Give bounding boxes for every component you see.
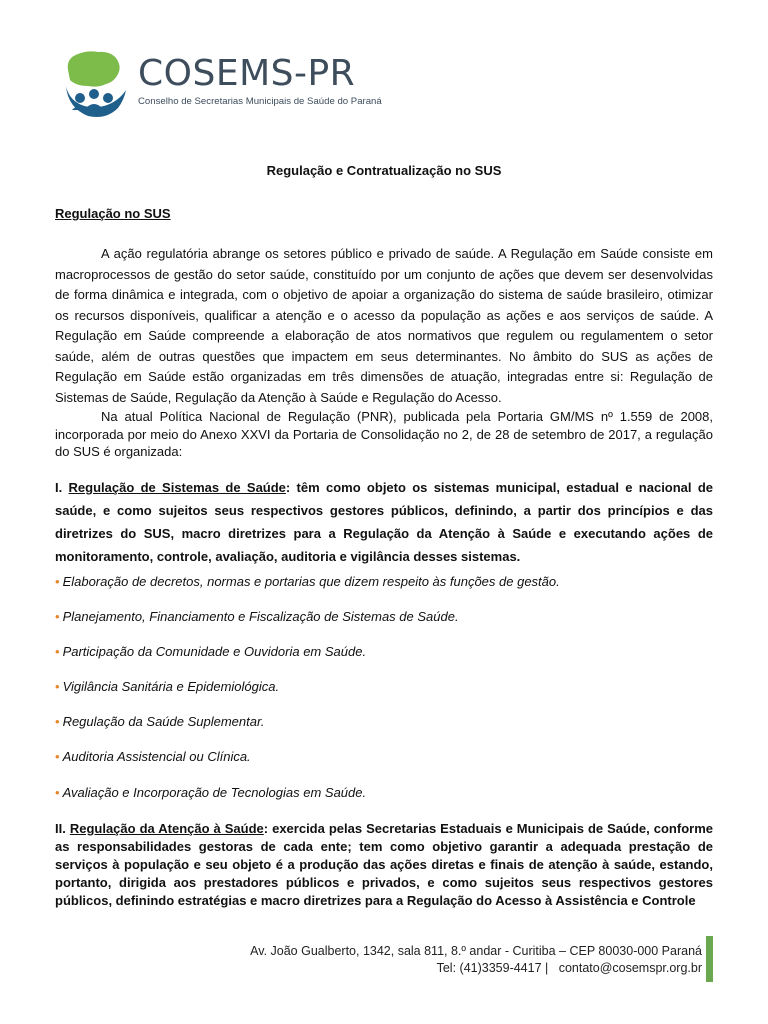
bullet-item	[55, 714, 264, 729]
footer-address: Av. João Gualberto, 1342, sala 811, 8.º andar - Curitiba – CEP 80030-000 Paraná	[250, 944, 702, 958]
bullet-item	[55, 609, 459, 624]
bullet-dot-icon: •	[55, 644, 60, 659]
bullet-dot-icon: •	[55, 714, 60, 729]
footer-separator: |	[541, 961, 559, 975]
bullet-item	[55, 574, 560, 589]
paragraph-pnr: Na atual Política Nacional de Regulação (PNR), publicada pela Portaria GM/MS nº 1.559 de 2008, incorporada por meio do Anexo XXVI da Portaria de Consolidação no 2, de 28 de setembro de 2017, a regulação do SUS é organizada:	[55, 409, 713, 459]
bullet-text: Regulação da Saúde Suplementar.	[62, 714, 265, 729]
bullet-item	[55, 785, 366, 800]
bullet-text: Planejamento, Financiamento e Fiscalização de Sistemas de Saúde.	[62, 609, 459, 624]
footer-accent-bar	[706, 936, 713, 982]
item-text: : exercida pelas Secretarias Estaduais e Municipais de Saúde, conforme as responsabilidades gestoras de cada ente; tem como objetivo garantir a adequada prestação de serviços à população e seu objeto é a produção das ações diretas e finais de atenção à saúde, estando, portanto, dirigida aos prestadores públicos e privados, e como sujeitos seus respectivos gestores públicos, definindo estratégias e macro diretrizes para a Regulação do Acesso à Assistência e Controle	[55, 821, 713, 908]
item-regulacao-atencao	[55, 820, 713, 910]
bullet-text: Vigilância Sanitária e Epidemiológica.	[62, 679, 280, 694]
section-heading: Regulação no SUS	[55, 206, 171, 221]
bullet-item	[55, 749, 251, 764]
bullet-text: Participação da Comunidade e Ouvidoria em Saúde.	[62, 644, 367, 659]
bullet-dot-icon: •	[55, 609, 60, 624]
item-heading: Regulação da Atenção à Saúde	[69, 821, 264, 836]
item-prefix: II.	[55, 821, 70, 836]
item-heading: Regulação de Sistemas de Saúde	[68, 480, 286, 495]
bullet-dot-icon: •	[55, 785, 60, 800]
logo-subtitle: Conselho de Secretarias Municipais de Saúde do Paraná	[138, 96, 382, 107]
item-regulacao-sistemas	[55, 476, 713, 568]
cosems-emblem-icon	[58, 48, 132, 122]
footer-contact	[250, 960, 702, 977]
bullet-text: Auditoria Assistencial ou Clínica.	[62, 749, 251, 764]
item-text: : têm como objeto os sistemas municipal, estadual e nacional de saúde, e como sujeitos seus respectivos gestores públicos, definindo, a partir dos princípios e das diretrizes do SUS, macro diretrizes para a Regulação da Atenção à Saúde e executando ações de monitoramento, controle, avaliação, auditoria e vigilância desses sistemas.	[55, 480, 713, 564]
paragraph-intro: A ação regulatória abrange os setores público e privado de saúde. A Regulação em Saúde consiste em macroprocessos de gestão do setor saúde, constituído por um conjunto de ações que devem ser desenvolvidas de forma dinâmica e integrada, com o objetivo de apoiar a organização do sistema de saúde brasileiro, otimizar os recursos disponíveis, qualificar a atenção e o acesso da população as ações e aos serviços de saúde. A Regulação em Saúde compreende a elaboração de atos normativos que regulem ou regulamentem o setor saúde, além de outras questões que impactem em seus determinantes. No âmbito do SUS as ações de Regulação em Saúde estão organizadas em três dimensões de atuação, integradas entre si: Regulação de Sistemas de Saúde, Regulação da Atenção à Saúde e Regulação do Acesso.	[55, 246, 713, 405]
footer-phone: Tel: (41)3359-4417	[436, 961, 542, 975]
cosems-logo	[58, 48, 382, 122]
document-title: Regulação e Contratualização no SUS	[266, 163, 502, 178]
logo-name: COSEMS-PR	[138, 53, 356, 94]
bullet-dot-icon: •	[55, 574, 60, 589]
bullet-text: Avaliação e Incorporação de Tecnologias em Saúde.	[62, 785, 367, 800]
footer-email[interactable]: contato@cosemspr.org.br	[558, 961, 702, 975]
bullet-item	[55, 644, 366, 659]
bullet-dot-icon: •	[55, 679, 60, 694]
bullet-dot-icon: •	[55, 749, 60, 764]
bullet-text: Elaboração de decretos, normas e portarias que dizem respeito às funções de gestão.	[62, 574, 560, 589]
item-prefix: I.	[55, 480, 69, 495]
footer	[250, 943, 702, 977]
bullet-item	[55, 679, 279, 694]
